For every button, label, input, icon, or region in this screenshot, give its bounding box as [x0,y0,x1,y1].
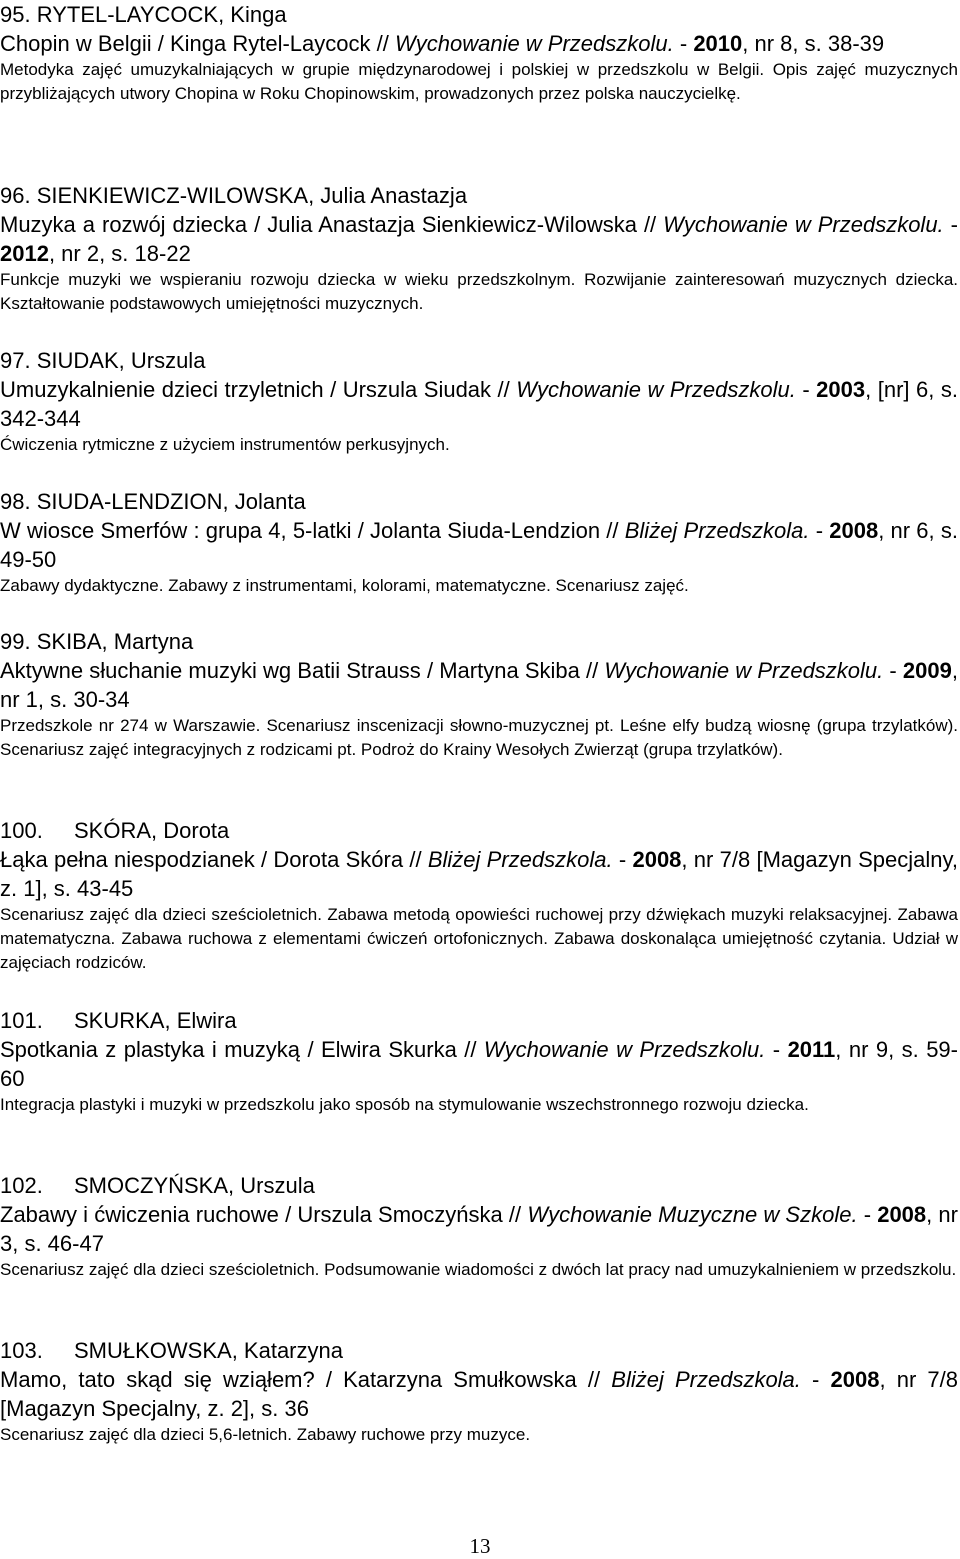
entry-102 [0,1171,958,1282]
entry-title [0,29,958,58]
entry-97 [0,346,958,457]
entry-title [0,516,958,574]
journal-name: Wychowanie w Przedszkolu. [663,212,944,237]
title-text: Zabawy i ćwiczenia ruchowe / Urszula Smoczyńska // [0,1202,528,1227]
entry-number: 96. [0,183,31,208]
entry-number: 97. [0,348,31,373]
entry-heading [0,627,958,656]
entry-heading [0,487,958,516]
entry-author: SIENKIEWICZ-WILOWSKA, Julia Anastazja [36,183,468,208]
title-text: Umuzykalnienie dzieci trzyletnich / Urszula Siudak // [0,377,517,402]
entry-heading [0,1336,958,1365]
separator: - [883,658,903,683]
page-number: 13 [469,1534,491,1558]
issue-details: , nr 2, s. 18-22 [48,241,191,266]
journal-name: Wychowanie w Przedszkolu. [604,658,884,683]
entry-title [0,845,958,903]
separator: - [809,518,830,543]
separator: - [857,1202,878,1227]
entry-annotation: Przedszkole nr 274 w Warszawie. Scenariusz inscenizacji słowno-muzycznej pt. Leśne elfy budzą wiosnę (grupa trzylatków). Scenariusz zajęć integracyjnych z rodzicami pt. Podroż do Krainy Wesołych Zwierząt (grupa trzylatków). [0,716,958,759]
title-text: W wiosce Smerfów : grupa 4, 5-latki / Jolanta Siuda-Lendzion // [0,518,625,543]
entry-annotation: Ćwiczenia rytmiczne z użyciem instrumentów perkusyjnych. [0,435,450,454]
year: 2012 [0,241,49,266]
separator: - [765,1037,788,1062]
entry-author: SIUDAK, Urszula [36,348,206,373]
entry-annotation: Scenariusz zajęć dla dzieci sześcioletnich. Podsumowanie wiadomości z dwóch lat pracy nad umuzykalnieniem w przedszkolu. [0,1260,957,1279]
year: 2011 [787,1037,836,1062]
issue-details: , nr 9, s. 59-60 [0,1037,958,1091]
journal-name: Wychowanie w Przedszkolu. [483,1037,766,1062]
year: 2009 [902,658,952,683]
entry-title [0,210,958,268]
title-text: Chopin w Belgii / Kinga Rytel-Laycock // [0,31,395,56]
separator: - [612,847,633,872]
entry-96 [0,181,958,316]
title-text: Łąka pełna niespodzianek / Dorota Skóra // [0,847,428,872]
issue-details: , nr 3, s. 46-47 [0,1202,958,1256]
entry-heading [0,346,958,375]
separator: - [943,212,958,237]
entry-title [0,1035,958,1093]
journal-name: Bliżej Przedszkola. [611,1367,801,1392]
entry-author: SMUŁKOWSKA, Katarzyna [74,1338,343,1363]
entry-heading [0,181,958,210]
entry-number: 95. [0,2,31,27]
entry-heading [0,0,958,29]
journal-name: Wychowanie w Przedszkolu. [516,377,796,402]
entry-annotation: Scenariusz zajęć dla dzieci sześcioletnich. Zabawa metodą opowieści ruchowej przy dźwiękach muzyki relaksacyjnej. Zabawa matematyczna. Zabawa ruchowa z elementami ćwiczeń ortofonicznych. Zabawa doskonaląca umiejętność czytania. Udział w zajęciach rodziców. [0,905,958,972]
issue-details: , nr 1, s. 30-34 [0,658,958,712]
entry-author: SKIBA, Martyna [36,629,194,654]
entry-101 [0,1006,958,1117]
entry-title [0,1200,958,1258]
year: 2008 [829,518,879,543]
issue-details: , nr 7/8 [Magazyn Specjalny, z. 2], s. 36 [0,1367,958,1421]
entry-author: SIUDA-LENDZION, Jolanta [36,489,306,514]
entry-annotation: Integracja plastyki i muzyki w przedszkolu jako sposób na stymulowanie wszechstronnego rozwoju dziecka. [0,1095,809,1114]
entry-number: 100. [0,818,43,843]
year: 2003 [816,377,866,402]
title-text: Muzyka a rozwój dziecka / Julia Anastazja Sienkiewicz-Wilowska // [0,212,664,237]
year: 2008 [877,1202,927,1227]
entry-number: 101. [0,1008,43,1033]
entry-author: SKÓRA, Dorota [74,818,230,843]
issue-details: , nr 7/8 [Magazyn Specjalny, z. 1], s. 43-45 [0,847,958,901]
entry-annotation: Zabawy dydaktyczne. Zabawy z instrumentami, kolorami, matematyczne. Scenariusz zajęć. [0,576,689,595]
separator: - [800,1367,831,1392]
entry-number: 102. [0,1173,43,1198]
year: 2008 [632,847,682,872]
entry-number: 99. [0,629,31,654]
journal-name: Wychowanie w Przedszkolu. [394,31,674,56]
entry-annotation: Metodyka zajęć umuzykalniających w grupie międzynarodowej i polskiej w przedszkolu w Belgii. Opis zajęć muzycznych przybliżających utwory Chopina w Roku Chopinowskim, prowadzonych przez polska nauczycielkę. [0,60,958,103]
entry-title [0,375,958,433]
entry-annotation: Funkcje muzyki we wspieraniu rozwoju dziecka w wieku przedszkolnym. Rozwijanie zainteresowań muzycznych dziecka. Kształtowanie podstawowych umiejętności muzycznych. [0,270,958,313]
entry-95 [0,0,958,106]
issue-details: , [nr] 6, s. 342-344 [0,377,958,431]
entry-100 [0,816,958,975]
entry-heading [0,816,958,845]
entry-author: RYTEL-LAYCOCK, Kinga [36,2,287,27]
journal-name: Wychowanie Muzyczne w Szkole. [527,1202,858,1227]
entry-title [0,1365,958,1423]
entry-98 [0,487,958,598]
entry-103 [0,1336,958,1447]
title-text: Aktywne słuchanie muzyki wg Batii Strauss / Martyna Skiba // [0,658,605,683]
entry-heading [0,1006,958,1035]
journal-name: Bliżej Przedszkola. [624,518,810,543]
journal-name: Bliżej Przedszkola. [427,847,613,872]
entry-annotation: Scenariusz zajęć dla dzieci 5,6-letnich. Zabawy ruchowe przy muzyce. [0,1425,531,1444]
entry-number: 98. [0,489,31,514]
entry-author: SMOCZYŃSKA, Urszula [74,1173,315,1198]
separator: - [673,31,694,56]
issue-details: , nr 8, s. 38-39 [742,31,885,56]
entry-number: 103. [0,1338,43,1363]
separator: - [795,377,817,402]
title-text: Spotkania z plastyka i muzyką / Elwira Skurka // [0,1037,484,1062]
year: 2008 [830,1367,880,1392]
entry-author: SKURKA, Elwira [74,1008,237,1033]
issue-details: , nr 6, s. 49-50 [0,518,958,572]
title-text: Mamo, tato skąd się wziąłem? / Katarzyna Smułkowska // [0,1367,612,1392]
entry-title [0,656,958,714]
entry-heading [0,1171,958,1200]
entry-99 [0,627,958,762]
year: 2010 [693,31,743,56]
